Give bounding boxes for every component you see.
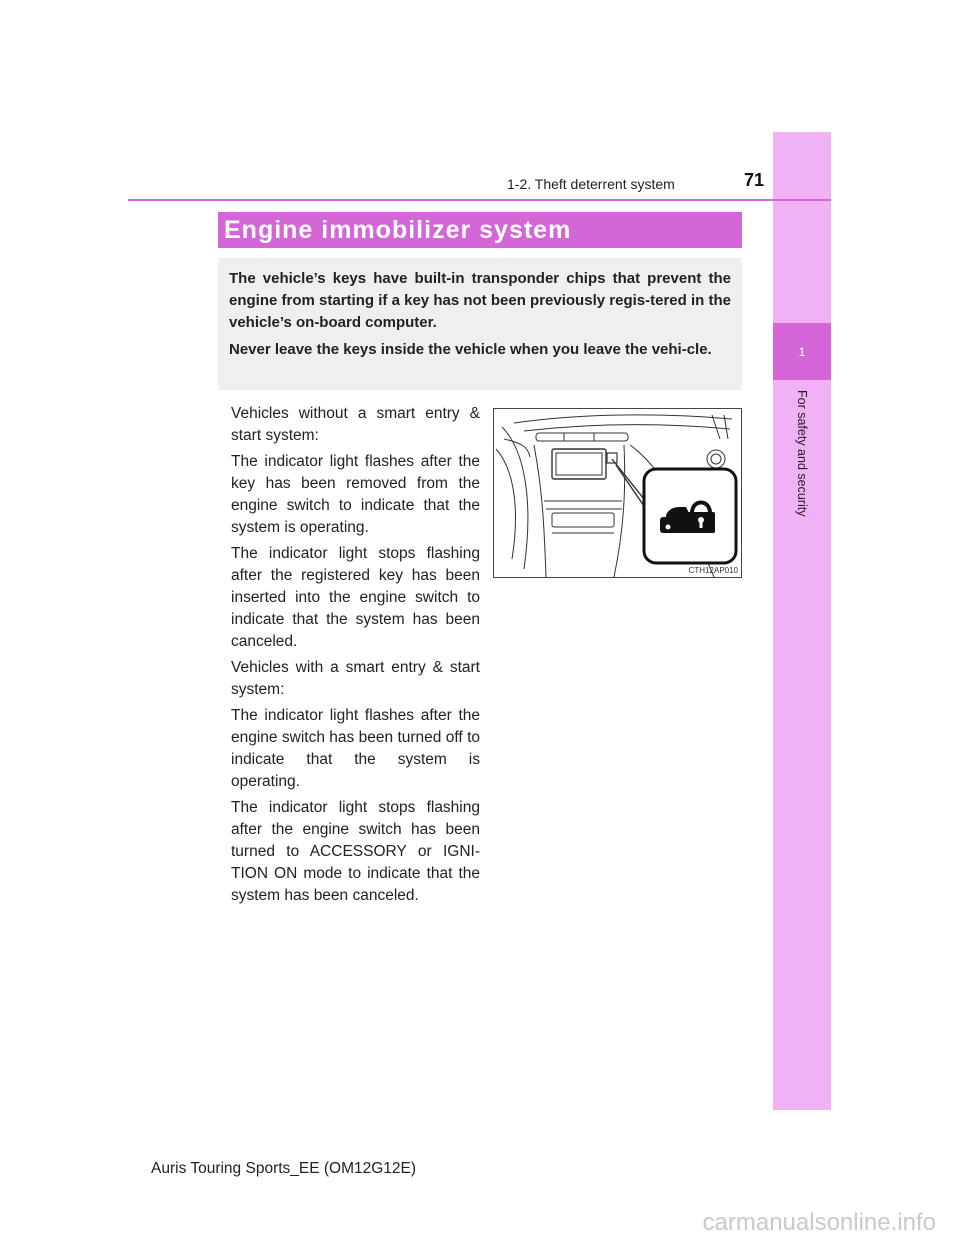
body-text bbox=[231, 403, 480, 911]
page-heading: Engine immobilizer system bbox=[218, 212, 742, 248]
body-paragraph: Vehicles without a smart entry & start system: bbox=[231, 405, 480, 444]
chapter-number: 1 bbox=[773, 323, 831, 380]
body-paragraph: The indicator light flashes after the engine switch has been turned off to indicate that the system is operating. bbox=[231, 707, 480, 790]
summary-box bbox=[218, 258, 742, 390]
watermark: carmanualsonline.info bbox=[702, 1209, 936, 1236]
chapter-side-tab bbox=[773, 132, 831, 1110]
dashboard-illustration bbox=[494, 409, 741, 577]
dashboard-figure bbox=[493, 408, 742, 578]
page-number: 71 bbox=[744, 170, 765, 190]
body-paragraph: The indicator light stops flashing after the registered key has been inserted into the engine switch to indicate that the system has been canceled. bbox=[231, 545, 480, 650]
chapter-title: For safety and security bbox=[795, 390, 809, 517]
summary-paragraph: Never leave the keys inside the vehicle when you leave the vehi-cle. bbox=[229, 341, 712, 358]
figure-code: CTH12AP010 bbox=[688, 566, 738, 575]
header-divider bbox=[128, 199, 831, 201]
section-title: 1-2. Theft deterrent system bbox=[507, 176, 675, 192]
body-paragraph: The indicator light stops flashing after the engine switch has been turned to ACCESSORY or IGNI-TION ON mode to indicate that the system has been canceled. bbox=[231, 799, 480, 904]
summary-paragraph: The vehicle’s keys have built-in transponder chips that prevent the engine from starting if a key has not been previously regis-tered in the vehicle’s on-board computer. bbox=[229, 270, 731, 331]
footer-model: Auris Touring Sports_EE (OM12G12E) bbox=[151, 1160, 417, 1177]
body-paragraph: Vehicles with a smart entry & start system: bbox=[231, 659, 480, 698]
body-paragraph: The indicator light flashes after the key has been removed from the engine switch to indicate that the system is operating. bbox=[231, 453, 480, 536]
